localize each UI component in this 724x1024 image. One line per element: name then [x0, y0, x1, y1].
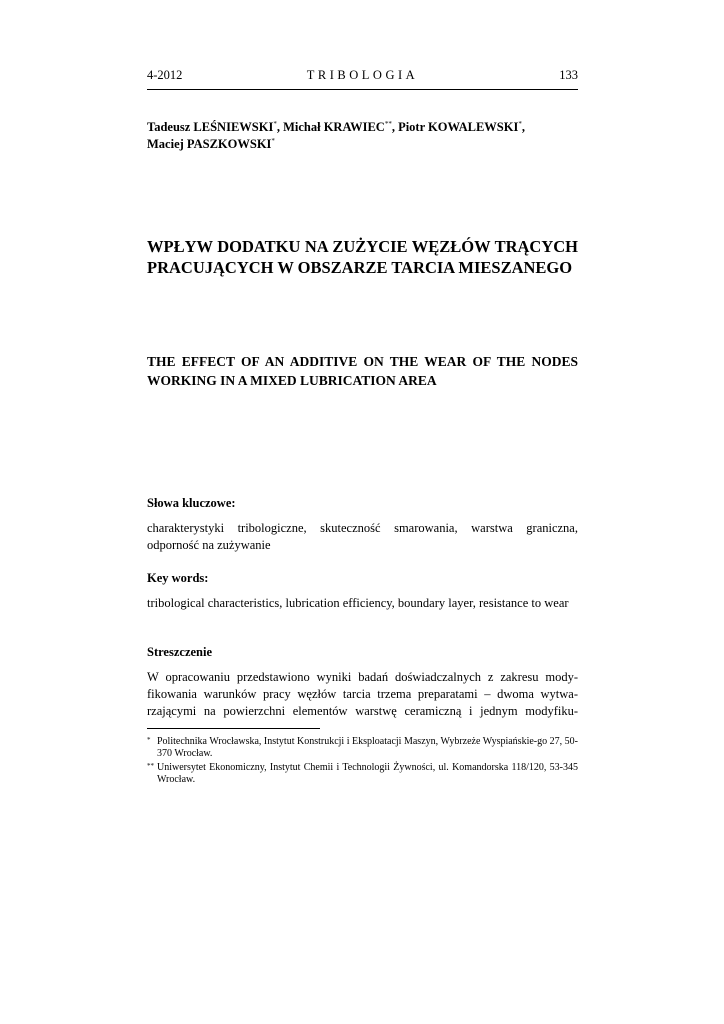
affiliation-mark: * [518, 120, 522, 128]
title-english: THE EFFECT OF AN ADDITIVE ON THE WEAR OF THE NODES WORKING IN A MIXED LUBRICATION AREA [147, 354, 578, 388]
footnote [147, 736, 578, 760]
page-number: 133 [559, 68, 578, 82]
journal-name: TRIBOLOGIA [306, 68, 419, 82]
keywords-pl-heading: Słowa kluczowe: [147, 496, 236, 510]
issue-number: 4-2012 [147, 68, 183, 82]
author-name: Michał KRAWIEC [283, 120, 385, 134]
author-list: Tadeusz LEŚNIEWSKI*, Michał KRAWIEC**, Piotr KOWALEWSKI*, Maciej PASZKOWSKI* [147, 120, 525, 151]
affiliation-mark: ** [384, 120, 392, 128]
keywords-en-heading: Key words: [147, 571, 209, 585]
affiliation-mark: * [273, 120, 277, 128]
footnote-mark: * [147, 736, 151, 744]
affiliation-mark: * [271, 137, 275, 145]
footnote-text: Uniwersytet Ekonomiczny, Instytut Chemii i Technologii Żywności, ul. Komandorska 118/120, 53-345 Wrocław. [157, 762, 578, 785]
running-header [147, 68, 578, 86]
abstract-text: W opracowaniu przedstawiono wyniki badań doświadczalnych z zakresu mody-fikowania warunków pracy węzłów tarcia trzema preparatami – dwoma wytwa-rzającymi na powierzchni elementów warstwę ceramiczną i jednym modyfiku- [147, 670, 578, 718]
keywords-en-text: tribological characteristics, lubrication efficiency, boundary layer, resistance to wear [147, 596, 569, 610]
author-name: Piotr KOWALEWSKI [398, 120, 519, 134]
footnote-mark: ** [147, 762, 154, 770]
author-name: Maciej PASZKOWSKI [147, 137, 272, 151]
title-polish: WPŁYW DODATKU NA ZUŻYCIE WĘZŁÓW TRĄCYCH PRACUJĄCYCH W OBSZARZE TARCIA MIESZANEGO [147, 237, 578, 277]
keywords-pl-text: charakterystyki tribologiczne, skuteczność smarowania, warstwa graniczna, odporność na zużywanie [147, 521, 578, 552]
author-name: Tadeusz LEŚNIEWSKI [147, 120, 274, 134]
footnote [147, 762, 578, 786]
footnote-rule [147, 728, 320, 729]
abstract-heading: Streszczenie [147, 645, 213, 659]
header-rule [147, 89, 578, 90]
footnote-text: Politechnika Wrocławska, Instytut Konstrukcji i Eksploatacji Maszyn, Wybrzeże Wyspiańskie-go 27, 50-370 Wrocław. [157, 736, 578, 759]
